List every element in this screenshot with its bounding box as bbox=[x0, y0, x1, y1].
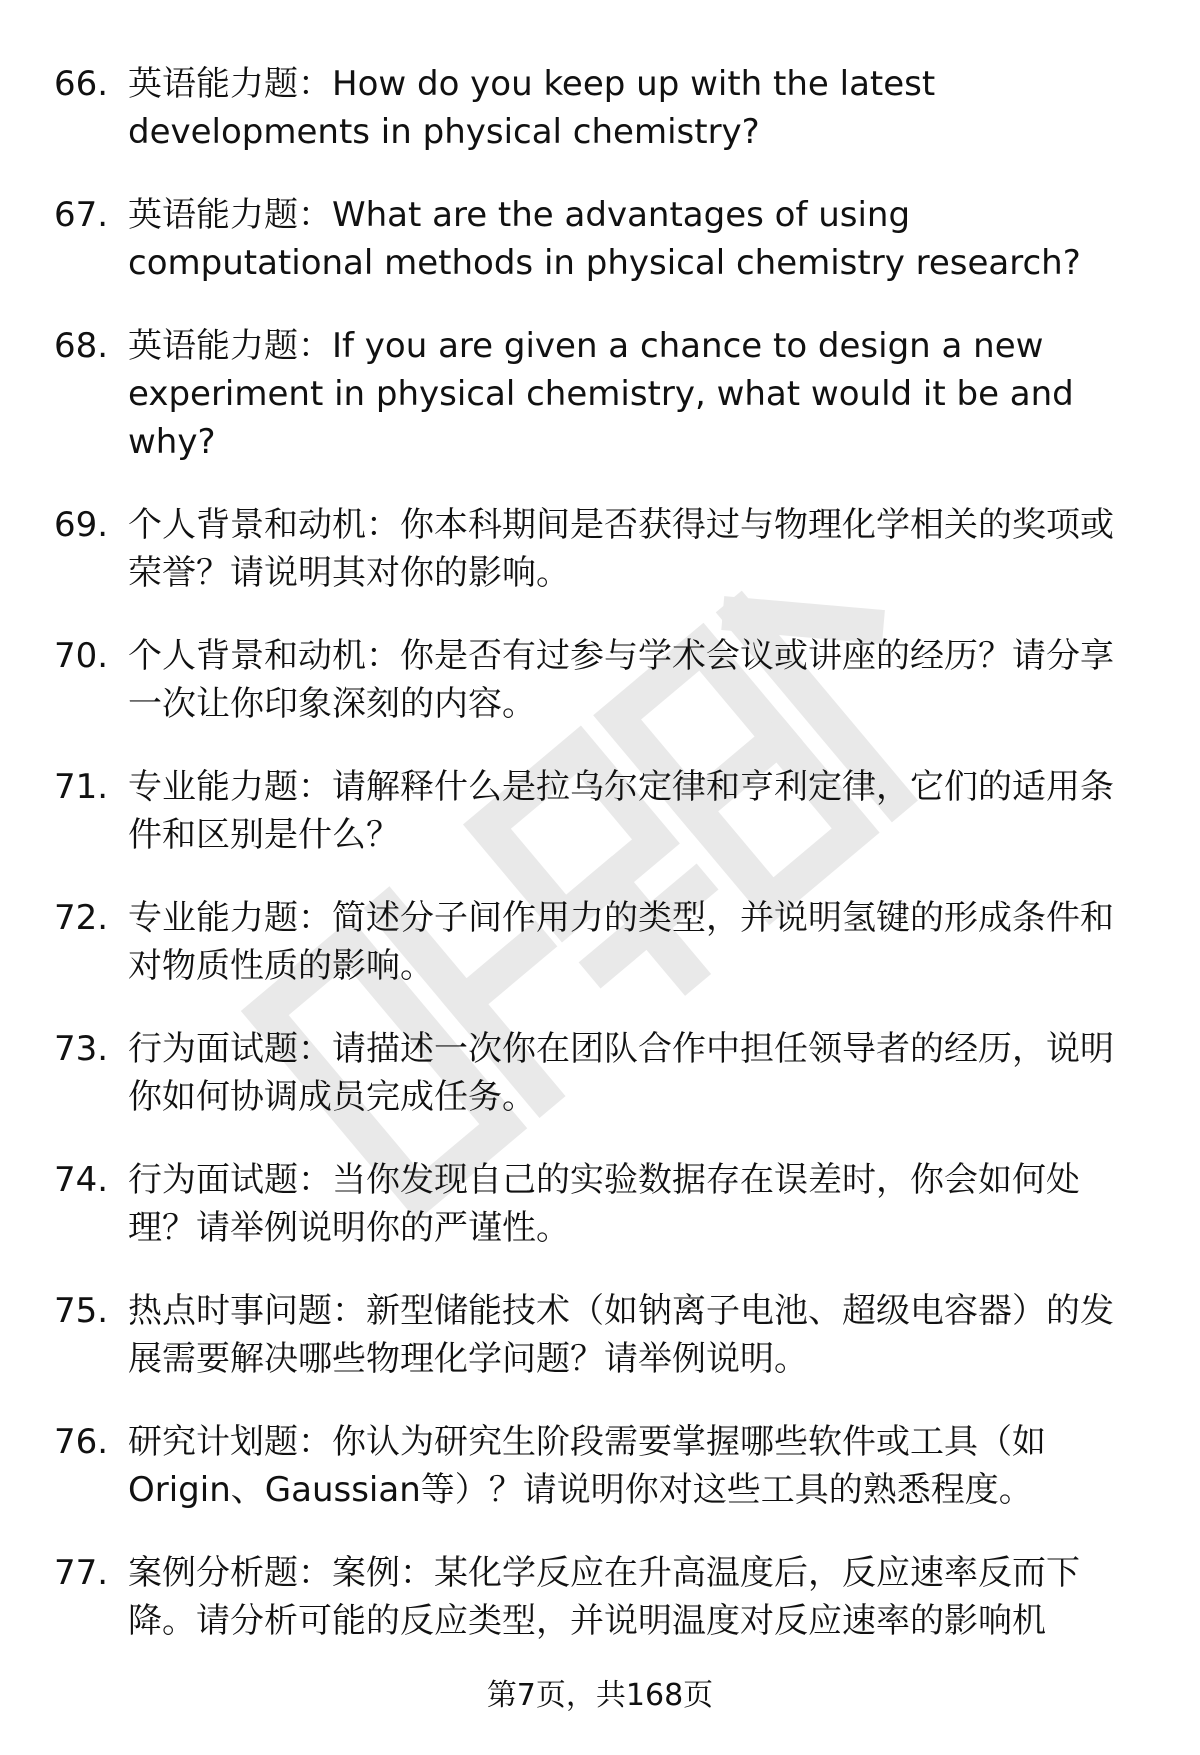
question-item bbox=[0, 1156, 1200, 1252]
question-list bbox=[0, 60, 1200, 1680]
question-item bbox=[0, 322, 1200, 466]
question-text: 专业能力题：请解释什么是拉乌尔定律和亨利定律，它们的适用条件和区别是什么？ bbox=[128, 767, 1114, 855]
question-number: 66. bbox=[54, 64, 109, 104]
question-item bbox=[0, 60, 1200, 156]
question-number: 73. bbox=[54, 1029, 109, 1069]
question-item bbox=[0, 191, 1200, 287]
question-text: 案例分析题：案例：某化学反应在升高温度后，反应速率反而下降。请分析可能的反应类型，并说明温度对反应速率的影响机 bbox=[128, 1553, 1080, 1641]
question-text: 行为面试题：当你发现自己的实验数据存在误差时，你会如何处理？请举例说明你的严谨性。 bbox=[128, 1160, 1080, 1248]
question-text: 专业能力题：简述分子间作用力的类型，并说明氢键的形成条件和对物质性质的影响。 bbox=[128, 898, 1114, 986]
question-item bbox=[0, 501, 1200, 597]
question-item bbox=[0, 1287, 1200, 1383]
question-number: 68. bbox=[54, 326, 109, 366]
question-text: 行为面试题：请描述一次你在团队合作中担任领导者的经历，说明你如何协调成员完成任务。 bbox=[128, 1029, 1114, 1117]
question-number: 76. bbox=[54, 1422, 109, 1462]
question-number: 67. bbox=[54, 195, 109, 235]
question-text: 个人背景和动机：你本科期间是否获得过与物理化学相关的奖项或荣誉？请说明其对你的影响。 bbox=[128, 505, 1114, 593]
question-number: 75. bbox=[54, 1291, 109, 1331]
question-number: 70. bbox=[54, 636, 109, 676]
question-item bbox=[0, 763, 1200, 859]
question-item bbox=[0, 1025, 1200, 1121]
question-item bbox=[0, 1549, 1200, 1645]
question-item bbox=[0, 1418, 1200, 1514]
question-item bbox=[0, 632, 1200, 728]
question-number: 72. bbox=[54, 898, 109, 938]
question-number: 69. bbox=[54, 505, 109, 545]
page-footer: 第7页，共168页 bbox=[486, 1678, 714, 1713]
question-text: 英语能力题：What are the advantages of using computational methods in physical chemistry research? bbox=[128, 195, 1081, 283]
question-number: 77. bbox=[54, 1553, 109, 1593]
question-text: 个人背景和动机：你是否有过参与学术会议或讲座的经历？请分享一次让你印象深刻的内容。 bbox=[128, 636, 1114, 724]
question-text: 研究计划题：你认为研究生阶段需要掌握哪些软件或工具（如Origin、Gaussian等）？请说明你对这些工具的熟悉程度。 bbox=[128, 1422, 1046, 1510]
question-number: 71. bbox=[54, 767, 109, 807]
question-text: 热点时事问题：新型储能技术（如钠离子电池、超级电容器）的发展需要解决哪些物理化学问题？请举例说明。 bbox=[128, 1291, 1114, 1379]
question-item bbox=[0, 894, 1200, 990]
question-text: 英语能力题：If you are given a chance to design a new experiment in physical chemistry, what would it be and why? bbox=[128, 326, 1074, 462]
question-text: 英语能力题：How do you keep up with the latest developments in physical chemistry? bbox=[128, 64, 936, 152]
question-number: 74. bbox=[54, 1160, 109, 1200]
